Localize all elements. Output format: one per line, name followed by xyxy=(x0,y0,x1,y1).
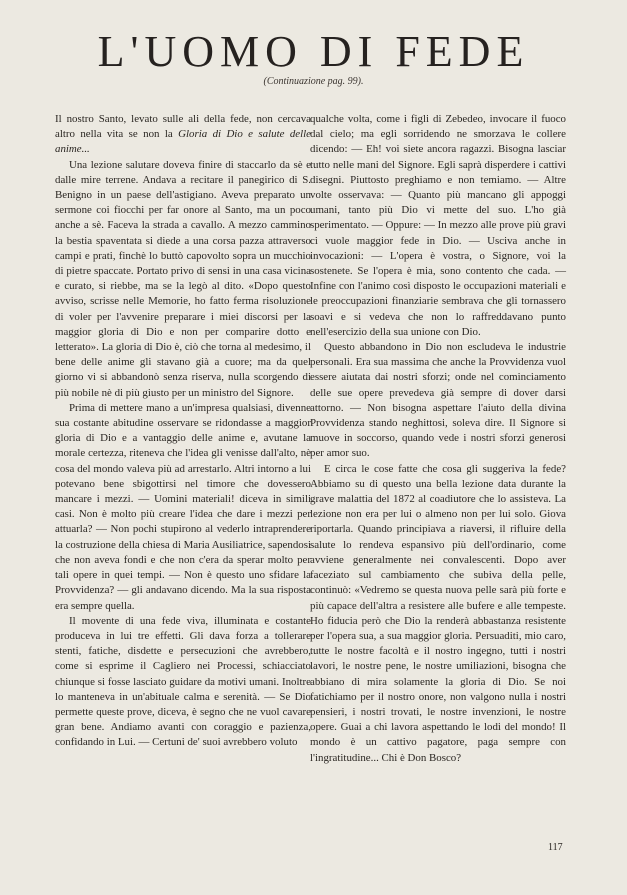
paragraph: E circa le cose fatte che cosa gli suggeriva la fede? Abbiamo su di questo una bella lezione data durante la grave malattia del 1872 al coadiutore che lo assisteva. La lezione non era per lui o almeno non per lui solo. Giova riportarla. Quando principiava a riaversi, il rifluire della salute lo rendeva espansivo più dell'ordinario, come avviene generalmente nei convalescenti. Dopo aver faceziato sul cambiamento che subiva della pelle, continuò: «Vedremo se questa nuova pelle sarà più forte e più capace dell'altra a resistere alle bufere e alle tempeste. Ho fiducia però che Dio la renderà abbastanza resistente per l'opera sua, a sua maggior gloria. Persuaditi, mio caro, tutte le nostre facoltà e il nostro ingegno, tutti i nostri lavori, le nostre pene, le nostre umiliazioni, bisogna che abbiano di mira solamente la gloria di Dio. Se noi fatichiamo per il nostro onore, non valgono nulla i nostri pensieri, i nostri trovati, le nostre invenzioni, le nostre opere. Guai a chi lavora aspettando le lodi del mondo! Il mondo è un cattivo pagatore, paga sempre con l'ingratitudine... Chi è Don Bosco? xyxy=(310,462,566,764)
paragraph: Una lezione salutare doveva finire di staccarlo da sè e dalle mire terrene. Andava a recitare il panegirico di S. Benigno in un paese dell'astigiano. Aveva preparato un sermone coi fiocchi per far onore al Santo, ma un poco anche a sè. Faceva la strada a cavallo. A mezzo cammino la bestia spaventata si diede a una corsa pazza attraverso campi e prati, finchè lo buttò capovolto sopra un mucchio di pietre spaccate. Portato privo di sensi in una casa vicina e curato, si riebbe, ma se la legò al dito. «Dopo questo avviso, scrisse nelle Memorie, ho fatto ferma risoluzione di voler per l'avvenire preparare i miei discorsi per la maggior gloria di Dio e non per comparire dotto e letterato». La gloria di Dio è, ciò che torna al medesimo, il bene delle anime gli stavano già a cuore; ma da quel giorno vi si abbandonò senza riserva, nulla scorgendo di più nobile nè di più giusto per un ministro del Signore. xyxy=(55,158,311,399)
paragraph: Questo abbandono in Dio non escludeva le industrie personali. Era sua massima che anche la Provvidenza vuol essere aiutata dai nostri sforzi; onde nel cominciamento delle sue opere prevedeva già sempre di dover darsi attorno. — Non bisogna aspettare l'aiuto della divina Provvidenza stando neghittosi, soleva dire. Il Signore si muove in soccorso, quando vede i nostri sforzi generosi per amor suo. xyxy=(310,341,566,460)
right-column xyxy=(310,112,566,766)
article-title: L'UOMO DI FEDE xyxy=(97,27,530,76)
paragraph: Prima di mettere mano a un'impresa qualsiasi, divenne sua costante abitudine osservare se ridondasse a maggior gloria di Dio e a vantaggio delle anime e, avutane la morale certezza, riteneva che l'idea gli venisse dall'alto, nè cosa del mondo valeva più ad arrestarlo. Altri intorno a lui potevano bene sbigottirsi nel timore che dovessero mancare i mezzi. — Uomini materiali! diceva in simili casi. Non è molto più creare l'idea che dare i mezzi per attuarla? — Non pochi stupirono al vederlo intraprendere la costruzione della chiesa di Maria Ausiliatrice, sapendosi che non aveva fondi e che non c'era da sperar molto per tali opere in quei tempi. — Non è questo uno sfidare la Provvidenza? — gli andavano dicendo. Ma la sua risposta era sempre quella. xyxy=(55,401,311,612)
paragraph: Il movente di una fede viva, illuminata e costante produceva in lui tre effetti. Gli dava forza a tollerare stenti, fatiche, disdette e persecuzioni che avrebbero, come si esprime il Cagliero nei Processi, schiacciato chiunque si fosse lasciato guidare da motivi umani. Inoltre lo manteneva in un'abituale calma e serenità. — Se Dio permette queste prove, diceva, è segno che ne vuol cavare gran bene. Andiamo avanti con coraggio e pazienza, confidando in Lui. — Certuni de' suoi avrebbero voluto xyxy=(55,614,311,749)
paragraph: Il nostro Santo, levato sulle ali della fede, non cercava altro nella vita se non la Gloria di Dio e salute delle anime... xyxy=(55,113,311,156)
paragraph: qualche volta, come i figli di Zebedeo, invocare il fuoco dal cielo; ma egli sorridendo ne smorzava le collere dicendo: — Eh! voi siete ancora ragazzi. Bisogna lasciar tutto nelle mani del Signore. Egli saprà disperdere i cattivi disegni. Piuttosto preghiamo e non temiamo. — Altre volte osservava: — Quanto più mancano gli appoggi umani, tanto più Dio vi mette del suo. L'ho già sperimentato. — Oppure: — In mezzo alle prove più gravi ci vuole maggior fede in Dio. — Usciva anche in invocazioni: — L'opera è vostra, o Signore, voi la sostenete. Se l'opera è mia, sono contento che cada. — Infine con l'animo così disposto le occupazioni materiali e le preoccupazioni finanziarie sembrava che gli tornassero soavi e si vedeva che non lo raffreddavano punto nell'esercizio della sua unione con Dio. xyxy=(310,113,566,338)
left-column xyxy=(55,112,311,751)
page-number: 117 xyxy=(548,842,563,853)
continuation-note: (Continuazione pag. 99). xyxy=(263,76,364,87)
